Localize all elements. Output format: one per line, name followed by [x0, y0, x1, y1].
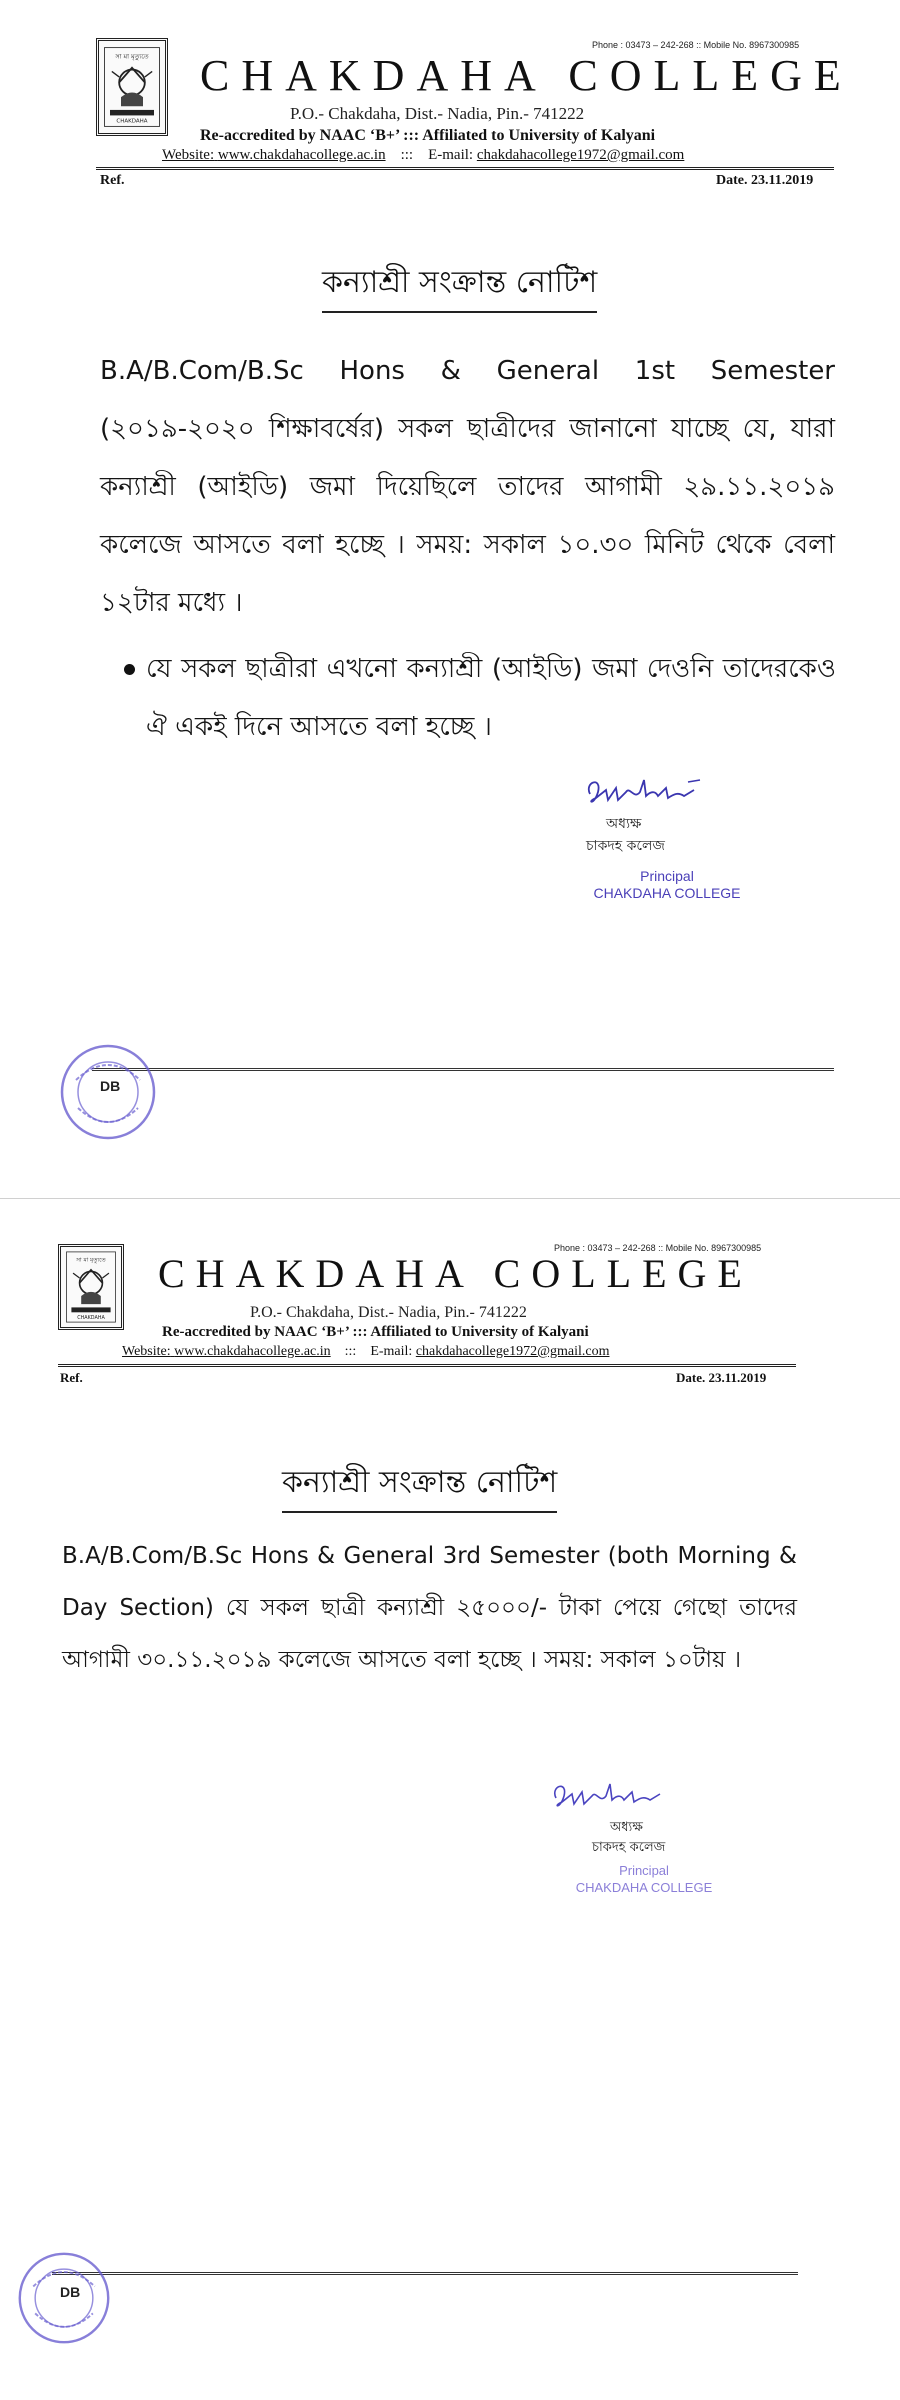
header-rule: [58, 1364, 796, 1367]
svg-text:CHAKDAHA: CHAKDAHA: [77, 1314, 105, 1321]
college-name: CHAKDAHA COLLEGE: [200, 51, 853, 100]
ref-label: Ref.: [100, 173, 125, 188]
college-address: P.O.- Chakdaha, Dist.- Nadia, Pin.- 741222: [290, 104, 585, 123]
email-label: E-mail:: [370, 1344, 413, 1359]
svg-text:সা মা মৃত্যুতে: সা মা মৃত্যুতে: [115, 52, 149, 61]
stamp-college-name: CHAKDAHA COLLEGE: [575, 1880, 713, 1895]
phone-line: Phone : 03473 – 242-268 :: Mobile No. 8967300985: [554, 1243, 762, 1253]
email-link[interactable]: chakdahacollege1972@gmail.com: [476, 147, 685, 163]
college-address: P.O.- Chakdaha, Dist.- Nadia, Pin.- 741222: [250, 1304, 527, 1321]
notice-page-2: [0, 1218, 860, 2400]
email-label: E-mail:: [428, 147, 474, 163]
notice-paragraph: B.A/B.Com/B.Sc Hons & General 3rd Semester (both Morning & Day Section) যে সকল ছাত্রী কন্যাশ্রী ২৫০০০/- টাকা পেয়ে গেছো তাদের আগামী ৩০.১১.২০১৯ কলেজে আসতে বলা হচ্ছে । সময়: সকাল ১০টায় ।: [62, 1543, 797, 1673]
website-link[interactable]: www.chakdahacollege.ac.in: [174, 1344, 331, 1359]
college-logo: [96, 38, 168, 136]
principal-stamp: [564, 1862, 724, 1896]
initials: DB: [60, 2284, 81, 2300]
email-link[interactable]: chakdahacollege1972@gmail.com: [415, 1344, 610, 1359]
footer-rule: [52, 2272, 798, 2275]
notice-title: কন্যাশ্রী সংক্রান্ত নোটিশ: [322, 258, 597, 313]
college-name-bengali: চাকদহ কলেজ: [592, 1840, 666, 1855]
svg-text:সা মা মৃত্যুতে: সা মা মৃত্যুতে: [76, 1257, 106, 1264]
contact-line: [162, 147, 684, 164]
contact-separator: :::: [344, 1344, 357, 1359]
notice-title: কন্যাশ্রী সংক্রান্ত নোটিশ: [282, 1458, 557, 1513]
header-rule: [96, 167, 834, 170]
principal-stamp: [592, 868, 742, 902]
college-emblem-icon: [99, 41, 165, 133]
accreditation-line: Re-accredited by NAAC ‘B+’ ::: Affiliated to University of Kalyani: [162, 1324, 589, 1340]
stamp-principal-title: Principal: [640, 868, 694, 884]
principal-signature: [582, 762, 712, 814]
website-label: Website:: [122, 1344, 171, 1359]
contact-line: [122, 1344, 609, 1360]
notice-paragraph: B.A/B.Com/B.Sc Hons & General 1st Semester (২০১৯-২০২০ শিক্ষাবর্ষের) সকল ছাত্রীদের জানানো যাচ্ছে যে, যারা কন্যাশ্রী (আইডি) জমা দিয়েছিলে তাদের আগামী ২৯.১১.২০১৯ কলেজে আসতে বলা হচ্ছে । সময়: সকাল ১০.৩০ মিনিট থেকে বেলা ১২টার মধ্যে ।: [100, 356, 835, 618]
college-logo: [58, 1244, 124, 1330]
principal-designation: অধ্যক্ষ: [610, 1820, 643, 1835]
notice-date: Date. 23.11.2019: [676, 1370, 767, 1385]
footer-rule: [92, 1068, 834, 1071]
svg-text:CHAKDAHA: CHAKDAHA: [116, 118, 148, 125]
contact-separator: :::: [400, 147, 414, 163]
accreditation-line: Re-accredited by NAAC ‘B+’ ::: Affiliated to University of Kalyani: [200, 127, 656, 144]
initials: DB: [100, 1078, 121, 1094]
ref-label: Ref.: [60, 1370, 83, 1385]
college-name-bengali: চাকদহ কলেজ: [586, 838, 665, 854]
college-emblem-icon: [61, 1247, 121, 1327]
stamp-college-name: CHAKDAHA COLLEGE: [593, 885, 741, 901]
notice-page-1: [0, 0, 900, 1199]
bullet-point-icon: [124, 664, 135, 675]
stamp-principal-title: Principal: [619, 1863, 669, 1878]
principal-designation: অধ্যক্ষ: [606, 816, 642, 832]
website-link[interactable]: www.chakdahacollege.ac.in: [217, 147, 386, 163]
website-label: Website:: [162, 147, 215, 163]
notice-date: Date. 23.11.2019: [716, 173, 814, 188]
college-name: CHAKDAHA COLLEGE: [158, 1251, 753, 1296]
notice-bullet-text: যে সকল ছাত্রীরা এখনো কন্যাশ্রী (আইডি) জমা দেওনি তাদেরকেও ঐ একই দিনে আসতে বলা হচ্ছে ।: [146, 654, 836, 742]
phone-line: Phone : 03473 – 242-268 :: Mobile No. 8967300985: [592, 40, 800, 50]
principal-signature: [548, 1770, 678, 1816]
